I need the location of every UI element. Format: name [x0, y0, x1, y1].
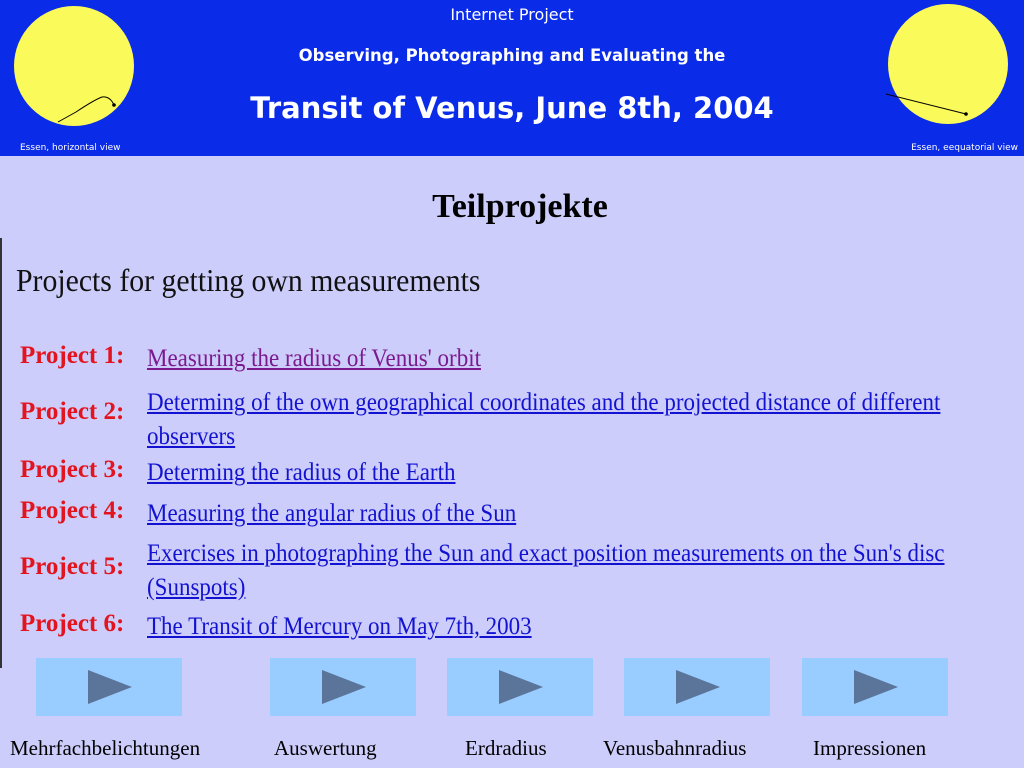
- project-link-venus-orbit[interactable]: Measuring the radius of Venus' orbit: [147, 345, 481, 372]
- project-label: Project 4:: [20, 497, 125, 524]
- project-link-sun-angular-radius[interactable]: Measuring the angular radius of the Sun: [147, 500, 517, 527]
- project-label: Project 2:: [20, 398, 125, 425]
- play-arrow-icon: [854, 670, 898, 704]
- nav-label-erdradius[interactable]: Erdradius: [465, 736, 547, 760]
- projects-panel: [0, 238, 1024, 668]
- sun-image-equatorial: [878, 0, 1018, 156]
- nav-label-mehrfachbelichtungen[interactable]: Mehrfachbelichtungen: [10, 736, 201, 760]
- header-banner: [0, 0, 1024, 156]
- page-title: Teilprojekte: [432, 188, 608, 225]
- project-label: Project 6:: [20, 610, 125, 637]
- banner-tagline: Observing, Photographing and Evaluating the: [298, 46, 726, 65]
- nav-label-impressionen[interactable]: Impressionen: [813, 736, 927, 760]
- sun-caption-left: Essen, horizontal view: [20, 143, 121, 153]
- project-label: Project 3:: [20, 456, 125, 483]
- project-label: Project 5:: [20, 553, 125, 580]
- play-arrow-icon: [88, 670, 132, 704]
- banner-title: Transit of Venus, June 8th, 2004: [250, 91, 774, 125]
- project-label: Project 1:: [20, 342, 125, 369]
- play-arrow-icon: [499, 670, 543, 704]
- nav-button-auswertung[interactable]: [270, 658, 416, 716]
- nav-button-impressionen[interactable]: [802, 658, 948, 716]
- project-link-earth-radius[interactable]: Determing the radius of the Earth: [147, 459, 456, 486]
- play-arrow-icon: [322, 670, 366, 704]
- nav-button-erdradius[interactable]: [447, 658, 593, 716]
- sun-disc-icon: [878, 0, 1018, 140]
- nav-button-venusbahnradius[interactable]: [624, 658, 770, 716]
- play-arrow-icon: [676, 670, 720, 704]
- nav-button-mehrfachbelichtungen[interactable]: [36, 658, 182, 716]
- nav-label-venusbahnradius[interactable]: Venusbahnradius: [603, 736, 747, 760]
- project-link-geo-coordinates[interactable]: Determing of the own geographical coordinates and the projected distance of different observers: [147, 389, 941, 450]
- project-link-mercury-transit[interactable]: The Transit of Mercury on May 7th, 2003: [147, 613, 532, 640]
- nav-label-auswertung[interactable]: Auswertung: [274, 736, 377, 760]
- project-link-sunspots[interactable]: Exercises in photographing the Sun and exact position measurements on the Sun's disc (Sunspots): [147, 540, 945, 601]
- banner-subtitle: Internet Project: [450, 5, 574, 24]
- sun-caption-right: Essen, eequatorial view: [911, 143, 1018, 153]
- projects-heading: Projects for getting own measurements: [16, 262, 481, 298]
